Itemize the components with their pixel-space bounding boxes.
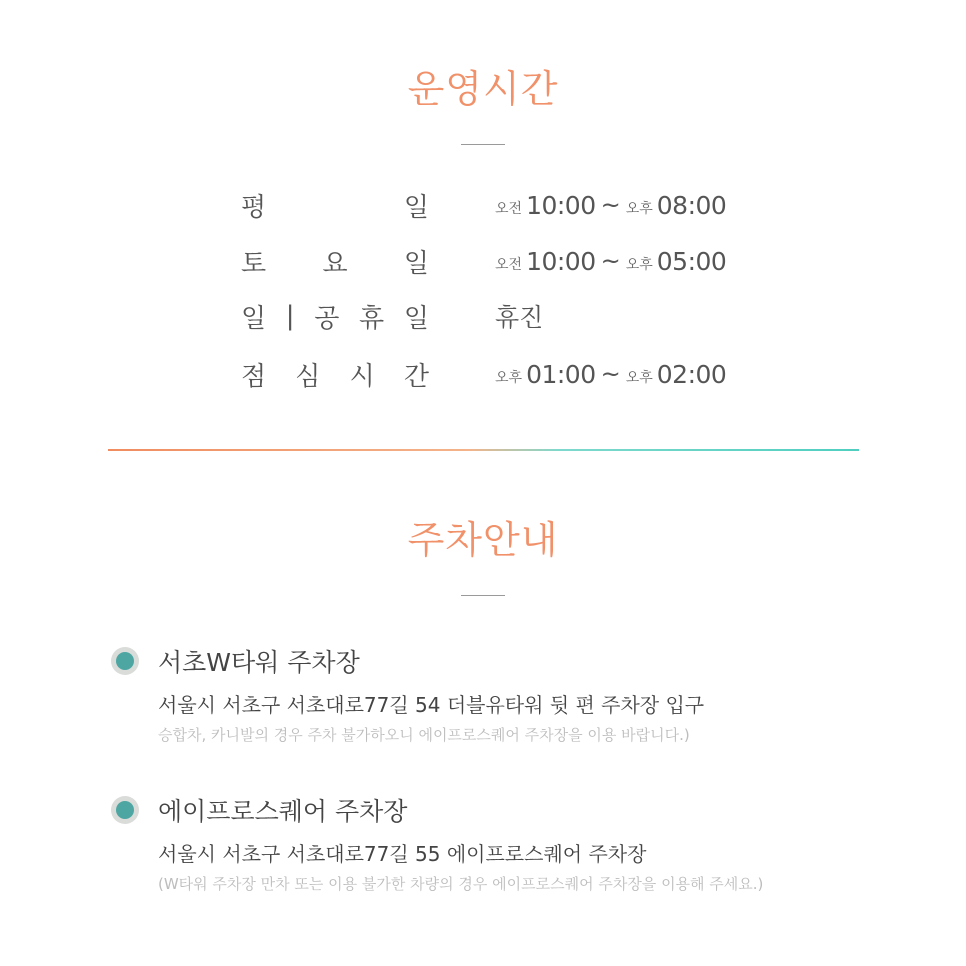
- hours-value-saturday: 오전 10:00 ~ 오후 05:00: [495, 246, 727, 276]
- closed-text: 휴진: [495, 303, 544, 332]
- hours-value-weekday: 오전 10:00 ~ 오후 08:00: [495, 190, 727, 220]
- lot-note: (W타워 주차장 만차 또는 이용 불가한 차량의 경우 에이프로스퀘어 주차장을 이용해 주세요.): [158, 875, 764, 893]
- hours-title: 운영시간: [407, 67, 559, 111]
- lot-address: 서울시 서초구 서초대로77길 54 더블유타워 뒷 편 주차장 입구: [158, 693, 705, 717]
- day-label-saturday: 토 요 일: [241, 248, 429, 279]
- hours-row-sunday-holiday: [241, 296, 741, 336]
- lot-name: 서초W타워 주차장: [158, 648, 360, 677]
- hours-value-sunday-holiday: [495, 296, 543, 336]
- parking-title-rule: [461, 595, 505, 596]
- bullet-icon: [111, 796, 139, 824]
- section-divider: [108, 449, 859, 451]
- day-label-sunday-holiday: 일 | 공 휴 일: [241, 301, 429, 334]
- day-label-weekday: 평 일: [241, 192, 429, 223]
- hours-title-rule: [461, 144, 505, 145]
- bullet-icon: [111, 647, 139, 675]
- hours-row-lunch: [241, 354, 741, 394]
- lot-name: 에이프로스퀘어 주차장: [158, 797, 408, 826]
- hours-row-weekday: [241, 185, 741, 225]
- lot-note: 승합차, 카니발의 경우 주차 불가하오니 에이프로스퀘어 주차장을 이용 바랍니다.): [158, 726, 690, 744]
- hours-value-lunch: 오후 01:00 ~ 오후 02:00: [495, 359, 727, 389]
- lot-address: 서울시 서초구 서초대로77길 55 에이프로스퀘어 주차장: [158, 842, 647, 866]
- parking-title: 주차안내: [407, 518, 559, 562]
- day-label-lunch: 점 심 시 간: [241, 361, 429, 392]
- hours-row-saturday: [241, 241, 741, 281]
